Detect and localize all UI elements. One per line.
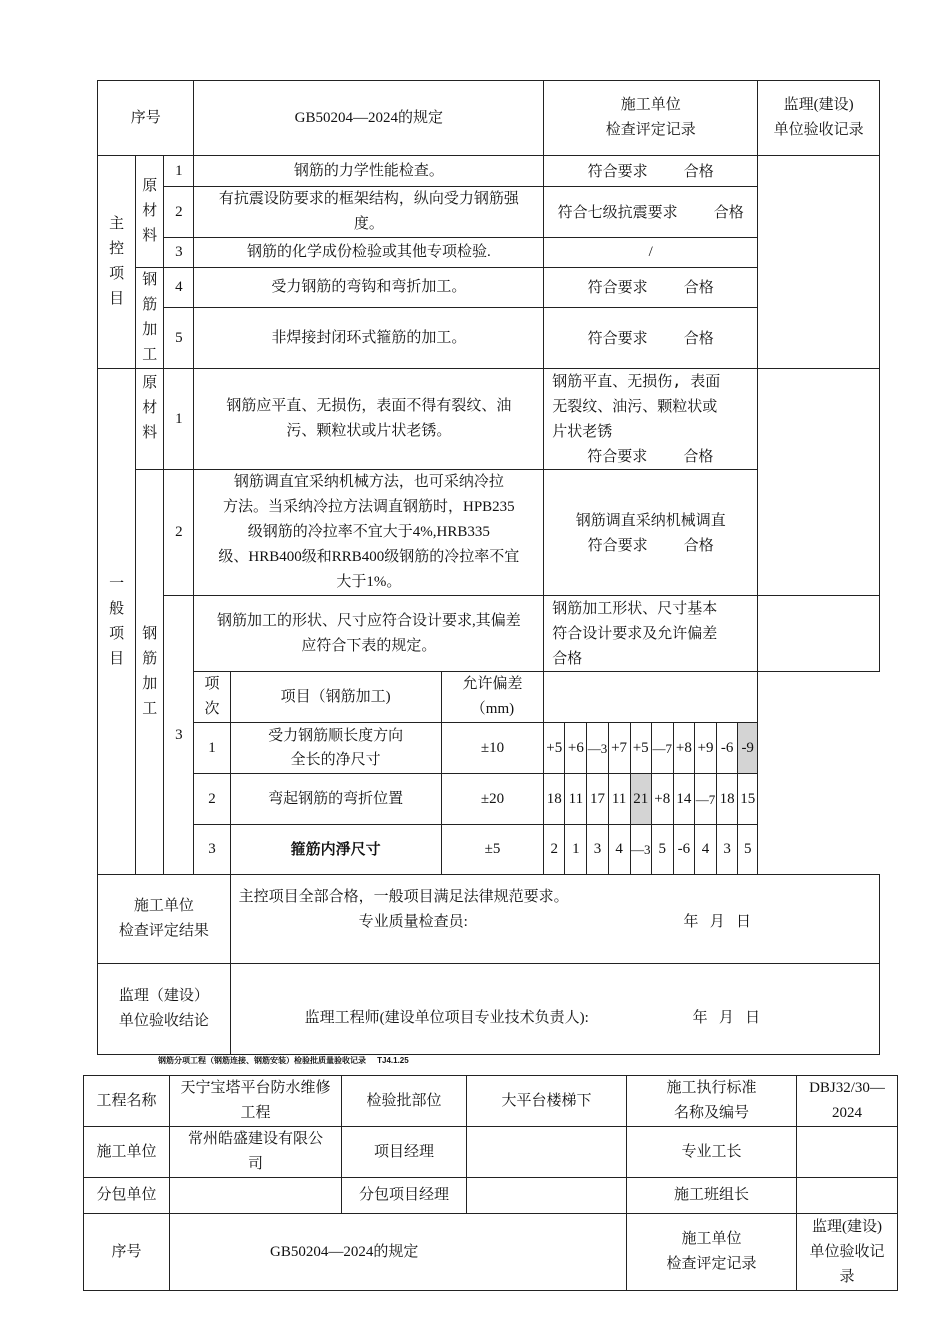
main-label-c3: 目 (109, 291, 125, 307)
record-line: 钢筋平直、无损伤, 表面 (552, 372, 721, 390)
conclusion-label-l2: 单位验收结论 (118, 1013, 209, 1029)
general-proc-c1: 筋 (142, 651, 158, 667)
sub-header-item: 项目（钢筋加工) (230, 672, 441, 723)
text-line: 大于1%。 (336, 574, 402, 590)
t2-header-supervise-l2: 单位验收记 (809, 1243, 885, 1260)
unit-value-l2: 司 (247, 1156, 263, 1172)
result-date: 年 月 日 (683, 914, 751, 930)
general-row1-record (544, 369, 758, 470)
foreman-value (797, 1127, 898, 1178)
sub-header-tol-l2: （mm) (470, 701, 515, 717)
conclusion-label (98, 964, 231, 1055)
general-row3-record (544, 596, 758, 672)
sub-right-blank (758, 774, 880, 825)
dev-value: 18 (717, 774, 738, 825)
project-name-value (170, 1076, 342, 1127)
standard-value (797, 1076, 898, 1127)
t2-header-construct-l1: 施工单位 (681, 1231, 742, 1247)
main-row-no: 1 (164, 156, 194, 187)
general-row-text: 钢筋应平直、无损伤，表面不得有裂纹、油污、颗粒状或片状老锈。 (194, 369, 544, 470)
sub-right-blank (758, 723, 880, 774)
header-construct (544, 81, 758, 156)
main-label-c2: 项 (109, 266, 125, 282)
text-line: 钢筋调直宜采纳机械方法，也可采纳冷拉 (233, 474, 504, 490)
sub-row-tol: ±5 (441, 825, 544, 875)
t2-header-seq: 序号 (84, 1214, 170, 1291)
sub-header-values (544, 672, 758, 723)
header-supervise-l1: 监理(建设) (783, 97, 854, 113)
dev-value: 3 (587, 825, 608, 875)
main-row-no: 3 (164, 238, 194, 268)
dev-value: 5 (738, 825, 758, 875)
record-line: 符合要求 合格 (587, 447, 714, 465)
main-proc-c1: 筋 (142, 297, 158, 313)
dev-value: 11 (565, 774, 587, 825)
batch-label: 检验批部位 (342, 1076, 467, 1127)
main-supervise-cell (758, 156, 880, 369)
sub-pm-value (467, 1178, 627, 1214)
result-inspector: 专业质量检查员: (358, 914, 468, 930)
subcontractor-label: 分包单位 (84, 1178, 170, 1214)
main-row-record: / (544, 238, 758, 268)
pm-label: 项目经理 (342, 1127, 467, 1178)
main-raw-c0: 原 (142, 178, 158, 194)
dev-value: -6 (717, 723, 738, 774)
general-supervise-cell (758, 369, 880, 596)
dev-value: +6 (565, 723, 587, 774)
general-label-c0: 一 (109, 575, 125, 592)
dev-value: 4 (694, 825, 716, 875)
sub-pm-label: 分包项目经理 (342, 1178, 467, 1214)
dev-value: 18 (544, 774, 565, 825)
text-line: 级、HRB400级和RRB400级钢筋的冷拉率不宜 (218, 549, 520, 565)
result-label-l1: 施工单位 (133, 898, 194, 914)
dev-value: 1 (565, 825, 587, 875)
main-group-proc (136, 268, 164, 369)
dev-value: -6 (673, 825, 694, 875)
dev-value: +7 (608, 723, 630, 774)
t2-header-supervise (797, 1214, 898, 1291)
general-label-c1: 般 (109, 600, 125, 617)
sub-row-item (230, 723, 441, 774)
dev-value: 11 (608, 774, 630, 825)
project-name-value-l1: 天宁宝塔平台防水维修 (180, 1080, 331, 1096)
dev-value: 14 (673, 774, 694, 825)
header-supervise-l2: 单位验收记录 (773, 122, 864, 138)
conclusion-label-l1: 监理（建设） (118, 988, 209, 1004)
project-name-label: 工程名称 (84, 1076, 170, 1127)
dev-value: +5 (544, 723, 565, 774)
result-content (230, 875, 879, 964)
header-construct-l1: 施工单位 (620, 97, 681, 113)
sub-header-tol (441, 672, 544, 723)
text-line: 级钢筋的冷拉率不宜大于4%,HRB335 (247, 524, 490, 540)
main-row-text: 钢筋的化学成份检验或其他专项检验. (194, 238, 544, 268)
t2-header-spec: GB50204—2024的规定 (170, 1214, 627, 1291)
dev-value: 21 (630, 774, 651, 825)
general-label-c2: 项 (109, 625, 125, 642)
sub-header-no-l2: 次 (204, 701, 220, 717)
header-supervise (758, 81, 880, 156)
record-line: 符合要求 合格 (587, 535, 714, 554)
record-line: 符合设计要求及允许偏差 (552, 624, 718, 642)
t2-header-construct-l2: 检查评定记录 (666, 1256, 757, 1272)
record-line: 合格 (552, 649, 583, 667)
dev-value: —3 (630, 825, 651, 875)
dev-value: 2 (544, 825, 565, 875)
general-proc-c3: 工 (142, 701, 158, 717)
conclusion-engineer: 监理工程师(建设单位项目专业技术负责人): (304, 1009, 589, 1026)
sub-row-item: 弯起钢筋的弯折位置 (230, 774, 441, 825)
result-text: 主控项目全部合格，一般项目满足法律规范要求。 (238, 889, 569, 905)
main-label-c0: 主 (109, 216, 125, 232)
t2-header-supervise-l1: 监理(建设) (812, 1218, 883, 1235)
main-row-text: 受力钢筋的弯钩和弯折加工。 (194, 268, 544, 308)
dev-value: 4 (608, 825, 630, 875)
sub-header-no (194, 672, 230, 723)
sub-right-blank (758, 672, 880, 723)
sub-row-no: 1 (194, 723, 230, 774)
header-spec: GB50204—2024的规定 (194, 81, 544, 156)
foreman-label: 专业工长 (627, 1127, 797, 1178)
standard-label-l1: 施工执行标准 (666, 1080, 757, 1096)
unit-value-l1: 常州皓盛建设有限公 (187, 1131, 323, 1147)
project-name-value-l2: 工程 (240, 1105, 271, 1121)
general-row-no: 3 (164, 596, 194, 875)
general-row-no: 2 (164, 470, 194, 596)
main-proc-c2: 加 (142, 322, 158, 338)
unit-label: 施工单位 (84, 1127, 170, 1178)
conclusion-date: 年 月 日 (692, 1009, 761, 1026)
main-row-record: 符合要求 合格 (544, 268, 758, 308)
general-raw-c1: 材 (142, 400, 158, 416)
main-row-record: 符合要求 合格 (544, 156, 758, 187)
main-row-no: 5 (164, 308, 194, 369)
t2-header-construct (627, 1214, 797, 1291)
dev-value: 15 (738, 774, 758, 825)
dev-value: 17 (587, 774, 608, 825)
sub-row-tol: ±10 (441, 723, 544, 774)
main-proc-c3: 工 (142, 347, 158, 363)
dev-value: —7 (694, 774, 716, 825)
general-proc-c0: 钢 (142, 626, 158, 642)
general-items-label (98, 369, 136, 875)
main-row-text: 有抗震设防要求的框架结构，纵向受力钢筋强度。 (194, 187, 544, 238)
dev-value: +8 (651, 774, 673, 825)
dev-value: —3 (587, 723, 608, 774)
general-supervise-cell-3 (758, 596, 880, 672)
subcontractor-value (170, 1178, 342, 1214)
general-row-no: 1 (164, 369, 194, 470)
main-items-label (98, 156, 136, 369)
general-group-raw (136, 369, 164, 470)
pm-value (467, 1127, 627, 1178)
general-row2-record (544, 470, 758, 596)
main-row-no: 4 (164, 268, 194, 308)
sub-header-no-l1: 项 (204, 676, 220, 692)
standard-label (627, 1076, 797, 1127)
result-sign-row (239, 910, 871, 935)
dev-value: +5 (630, 723, 651, 774)
general-label-c3: 目 (109, 650, 125, 667)
main-raw-c2: 料 (142, 228, 158, 244)
general-raw-c0: 原 (142, 375, 158, 391)
t2-header-supervise-l3: 录 (839, 1268, 855, 1285)
record-line: 片状老锈 (552, 422, 613, 440)
result-label (98, 875, 231, 964)
header-construct-l2: 检查评定记录 (605, 122, 696, 138)
main-row-text: 非焊接封闭环式箍筋的加工。 (194, 308, 544, 369)
sub-row-item: 箍筋内淨尺寸 (230, 825, 441, 875)
standard-label-l2: 名称及编号 (674, 1105, 750, 1121)
dev-value: -9 (738, 723, 758, 774)
main-row-record: 符合要求 合格 (544, 308, 758, 369)
dev-value: 5 (651, 825, 673, 875)
main-row-no: 2 (164, 187, 194, 238)
general-raw-c2: 料 (142, 425, 158, 441)
text-line: 方法。当采纳冷拉方法调直钢筋时，HPB235 (223, 499, 515, 515)
sub-row-item-l1: 受力钢筋顺长度方向 (268, 728, 404, 744)
general-proc-c2: 加 (142, 676, 158, 692)
team-leader-label: 施工班组长 (627, 1178, 797, 1214)
conclusion-content (230, 964, 879, 1055)
main-row-record: 符合七级抗震要求 合格 (544, 187, 758, 238)
record-line: 无裂纹、油污、颗粒状或 (552, 397, 718, 415)
sub-row-item-l2: 全长的净尺寸 (290, 752, 381, 768)
batch-value: 大平台楼梯下 (467, 1076, 627, 1127)
inspection-table (97, 80, 880, 1055)
main-raw-c1: 材 (142, 203, 158, 219)
team-leader-value (797, 1178, 898, 1214)
unit-value (170, 1127, 342, 1178)
general-row-text: 钢筋加工的形状、尺寸应符合设计要求,其偏差应符合下表的规定。 (194, 596, 544, 672)
header-seq: 序号 (98, 81, 194, 156)
sub-header-tol-l1: 允许偏差 (462, 676, 523, 692)
general-row2-text (194, 470, 544, 596)
sub-row-tol: ±20 (441, 774, 544, 825)
general-group-proc (136, 470, 164, 875)
standard-value-l2: 2024 (832, 1105, 863, 1121)
result-label-l2: 检查评定结果 (118, 923, 209, 939)
main-row-text: 钢筋的力学性能检查。 (194, 156, 544, 187)
record-line: 钢筋加工形状、尺寸基本 (552, 599, 718, 617)
dev-value: 3 (717, 825, 738, 875)
sub-right-blank (758, 825, 880, 875)
main-proc-c0: 钢 (142, 272, 158, 288)
form-caption: 钢筋分项工程（钢筋连接、钢筋安装）检验批质量验收记录 TJ4.1.25 (158, 1056, 409, 1065)
standard-value-l1: DBJ32/30— (809, 1080, 885, 1096)
dev-value: +8 (673, 723, 694, 774)
sub-row-no: 2 (194, 774, 230, 825)
main-label-c1: 控 (109, 241, 125, 257)
project-info-table (83, 1075, 898, 1291)
dev-value: +9 (694, 723, 716, 774)
main-group-raw (136, 156, 164, 268)
record-line: 钢筋调直采纳机械调直 (575, 510, 726, 529)
sub-row-no: 3 (194, 825, 230, 875)
dev-value: —7 (651, 723, 673, 774)
